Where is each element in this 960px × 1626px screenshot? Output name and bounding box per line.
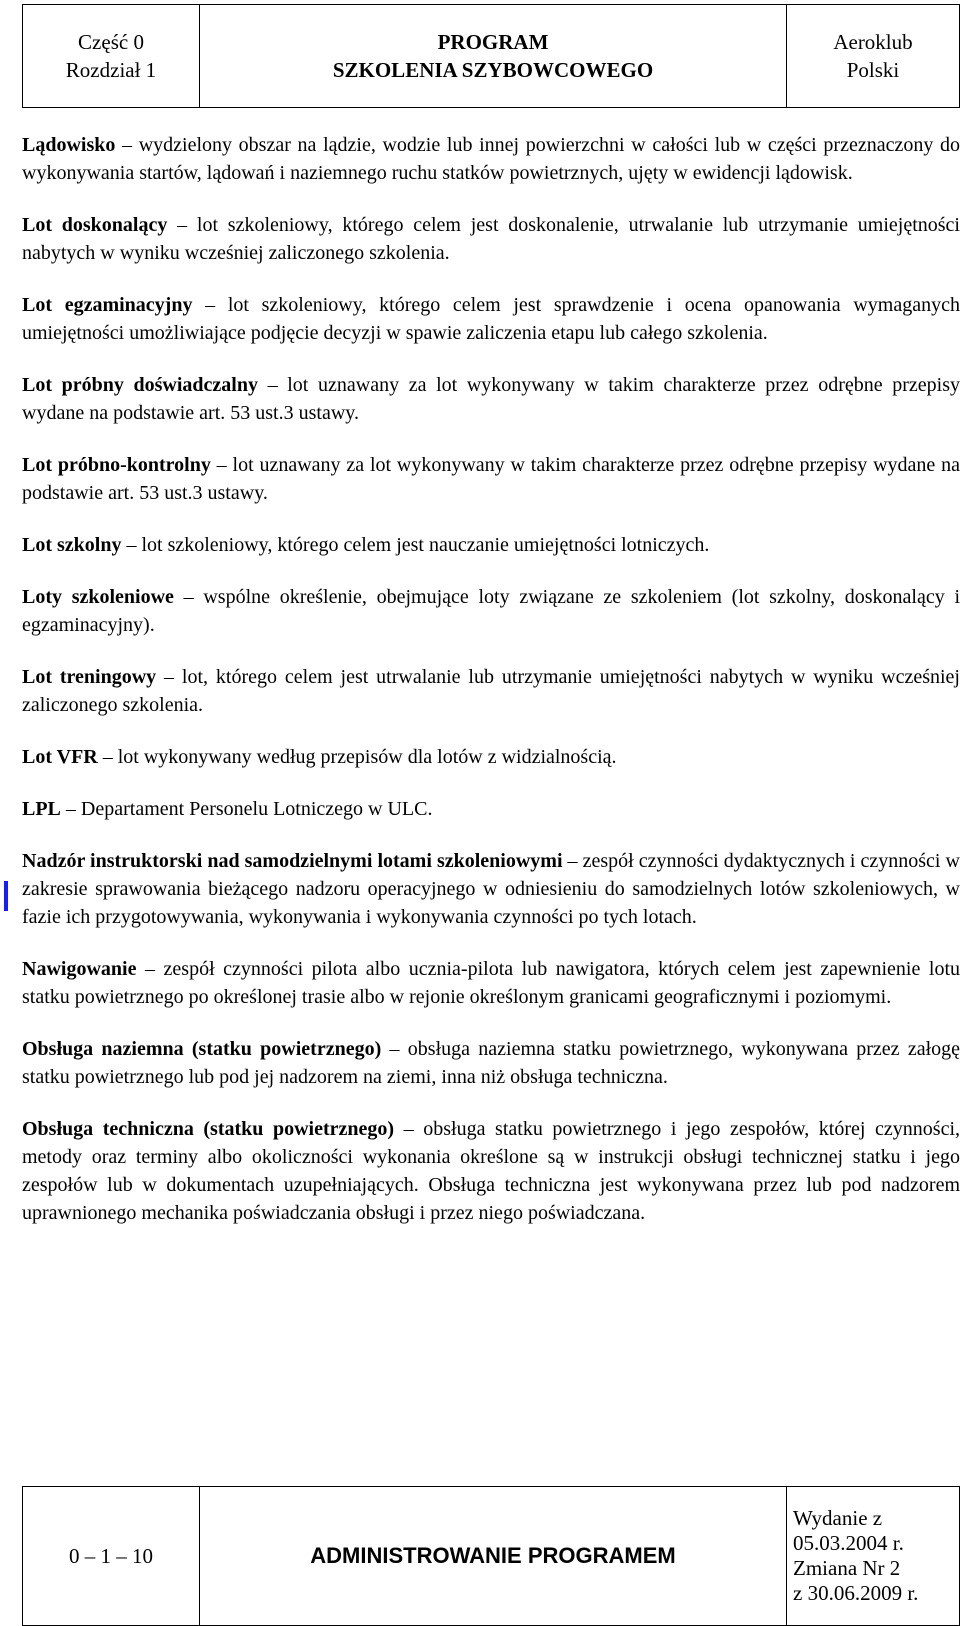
- definition-paragraph: [22, 291, 960, 347]
- definition-text: – wspólne określenie, obejmujące loty związane ze szkoleniem (lot szkolny, doskonalący i egzaminacyjny).: [22, 586, 960, 636]
- page-footer: [22, 1486, 960, 1626]
- definition-text: – zespół czynności dydaktycznych i czynności w zakresie sprawowania bieżącego nadzoru operacyjnego w odniesieniu do samodzielnych lotów szkoleniowych, w fazie ich przygotowywania, wykonywania i wykonywania czynności po tych lotach.: [22, 850, 960, 928]
- definition-paragraph: [22, 743, 960, 771]
- definition-paragraph: [22, 131, 960, 187]
- definition-text: – lot szkoleniowy, którego celem jest nauczanie umiejętności lotniczych.: [121, 534, 710, 556]
- definition-term: Lot próbny doświadczalny: [22, 374, 258, 396]
- header-title-line2: SZKOLENIA SZYBOWCOWEGO: [332, 58, 654, 82]
- definition-text: – lot uznawany za lot wykonywany w takim charakterze przez odrębne przepisy wydane na podstawie art. 53 ust.3 ustawy.: [22, 374, 960, 424]
- definition-term: Lot VFR: [22, 746, 98, 768]
- definition-term: Obsługa techniczna (statku powietrznego): [22, 1118, 395, 1140]
- definition-paragraph: [22, 371, 960, 427]
- footer-edition-label: Wydanie z: [793, 1506, 883, 1530]
- footer-change-label: Zmiana Nr 2: [793, 1556, 901, 1580]
- definition-term: Lądowisko: [22, 134, 116, 156]
- definition-term: Lot treningowy: [22, 666, 157, 688]
- definition-text: – obsługa naziemna statku powietrznego, wykonywana przez załogę statku powietrznego lub pod jej nadzorem na ziemi, inna niż obsługa techniczna.: [22, 1038, 960, 1088]
- header-title-line1: PROGRAM: [437, 30, 549, 54]
- footer-edition-date: 05.03.2004 r.: [793, 1531, 904, 1555]
- definition-text: – obsługa statku powietrznego i jego zespołów, której czynności, metody oraz terminy albo okoliczności wykonania określone są w instrukcji obsługi technicznej statku i jego zespołów lub w dokumentach uzupełniających. Obsługa techniczna jest wykonywana przez lub pod nadzorem uprawnionego mechanika poświadczania obsługi i przez niego poświadczana.: [22, 1118, 960, 1224]
- footer-section-title: ADMINISTROWANIE PROGRAMEM: [200, 1487, 787, 1625]
- definition-term: Lot egzaminacyjny: [22, 294, 193, 316]
- definition-paragraph: [22, 531, 960, 559]
- definition-paragraph: [22, 795, 960, 823]
- definition-text: – lot, którego celem jest utrwalanie lub utrzymanie umiejętności nabytych w wyniku wcześniej zaliczonego szkolenia.: [22, 666, 960, 716]
- definition-paragraph: [22, 451, 960, 507]
- definition-term: Lot szkolny: [22, 534, 122, 556]
- definition-text: – lot wykonywany według przepisów dla lotów z widzialnością.: [97, 746, 617, 768]
- definition-term: LPL: [22, 798, 61, 820]
- definition-paragraph: [22, 847, 960, 931]
- definition-text: – zespół czynności pilota albo ucznia-pilota lub nawigatora, których celem jest zapewnienie lotu statku powietrznego po określonej trasie albo w rejonie określonym granicami geograficznymi i poziomymi.: [22, 958, 960, 1008]
- definition-text: – lot szkoleniowy, którego celem jest doskonalenie, utrwalanie lub utrzymanie umiejętności nabytych w wyniku wcześniej zaliczonego szkolenia.: [22, 214, 960, 264]
- definitions-list: [22, 131, 960, 1251]
- definition-paragraph: [22, 583, 960, 639]
- definition-text: – wydzielony obszar na lądzie, wodzie lub innej powierzchni w całości lub w części przeznaczony do wykonywania startów, lądowań i naziemnego ruchu statków powietrznych, ujęty w ewidencji lądowisk.: [22, 134, 960, 184]
- header-organization: [787, 5, 959, 107]
- page-header: [22, 4, 960, 108]
- definition-text: – Departament Personelu Lotniczego w ULC.: [60, 798, 433, 820]
- header-org-line1: Aeroklub: [833, 30, 913, 54]
- definition-term: Loty szkoleniowe: [22, 586, 174, 608]
- definition-paragraph: [22, 955, 960, 1011]
- definition-text: – lot uznawany za lot wykonywany w takim charakterze przez odrębne przepisy wydane na podstawie art. 53 ust.3 ustawy.: [22, 454, 960, 504]
- definition-term: Lot doskonalący: [22, 214, 168, 236]
- footer-page-number: 0 – 1 – 10: [23, 1487, 200, 1625]
- header-part: Część 0: [78, 30, 144, 54]
- definition-paragraph: [22, 1035, 960, 1091]
- definition-paragraph: [22, 1115, 960, 1227]
- definition-term: Obsługa naziemna (statku powietrznego): [22, 1038, 382, 1060]
- definition-term: Nawigowanie: [22, 958, 137, 980]
- definition-paragraph: [22, 211, 960, 267]
- header-part-chapter: [23, 5, 200, 107]
- footer-change-date: z 30.06.2009 r.: [793, 1581, 919, 1605]
- definition-text: – lot szkoleniowy, którego celem jest sprawdzenie i ocena opanowania wymaganych umiejętności umożliwiające podjęcie decyzji w spawie zaliczenia etapu lub całego szkolenia.: [22, 294, 960, 344]
- definition-term: Nadzór instruktorski nad samodzielnymi lotami szkoleniowymi: [22, 850, 563, 872]
- revision-change-bar: [4, 881, 8, 911]
- header-chapter: Rozdział 1: [65, 58, 157, 82]
- footer-edition-info: [787, 1487, 959, 1625]
- header-program-title: [200, 5, 787, 107]
- definition-term: Lot próbno-kontrolny: [22, 454, 211, 476]
- header-org-line2: Polski: [846, 58, 900, 82]
- definition-paragraph: [22, 663, 960, 719]
